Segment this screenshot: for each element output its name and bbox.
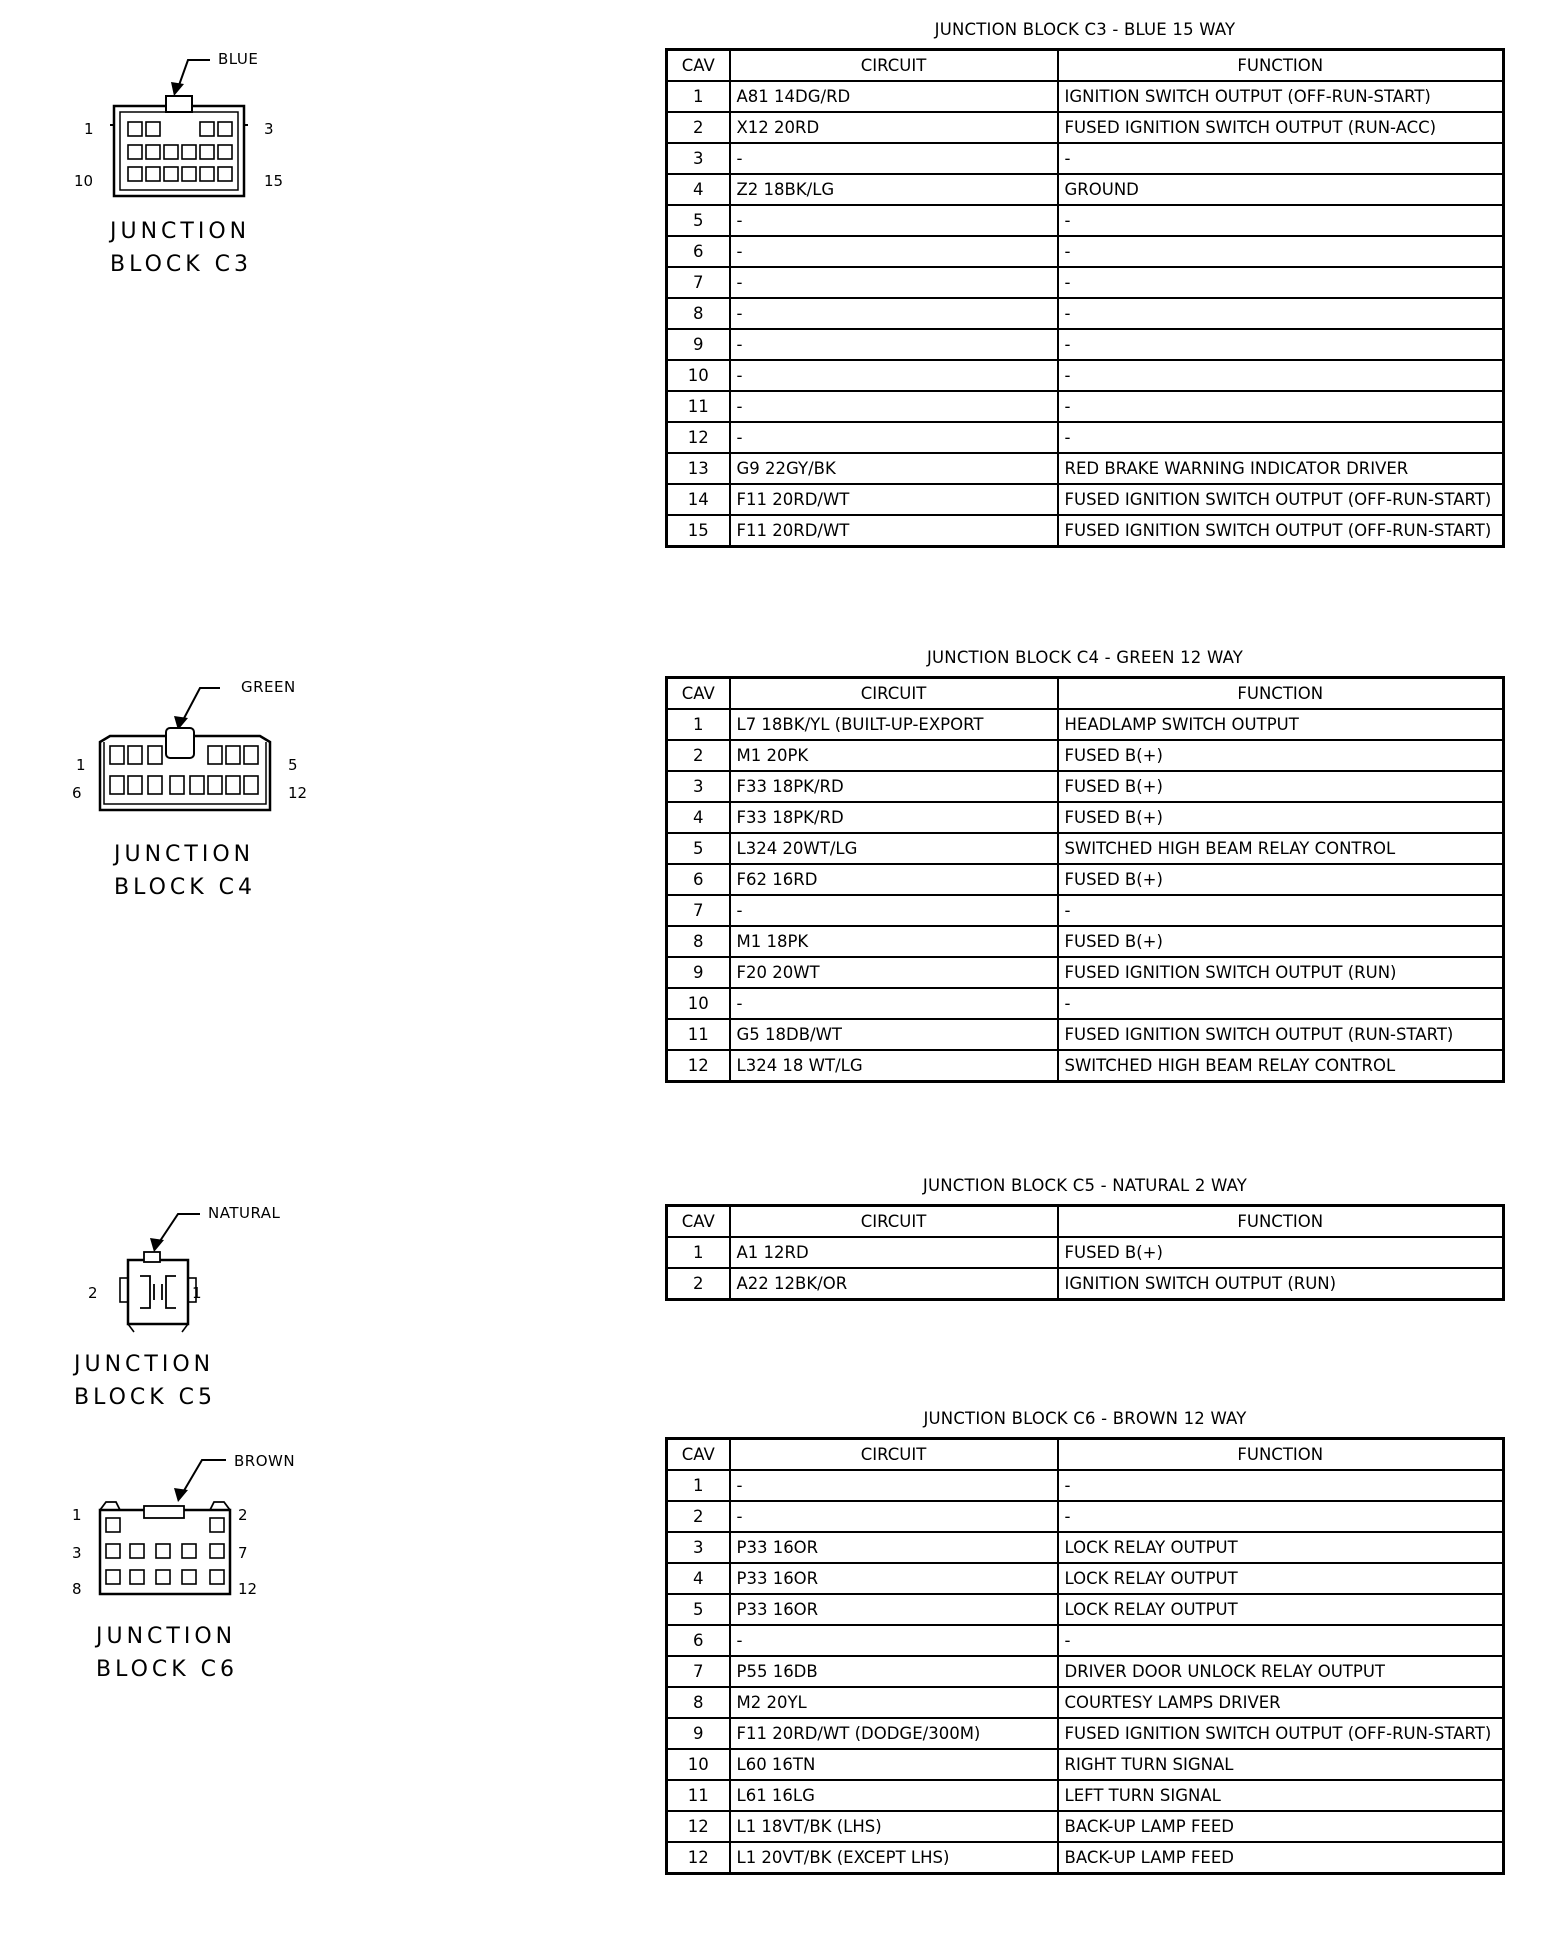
table-row bbox=[667, 236, 1504, 267]
cav-cell: 2 bbox=[667, 112, 730, 143]
pinout-table-c3 bbox=[665, 48, 1505, 548]
cav-cell: 8 bbox=[667, 1687, 730, 1718]
cav-cell: 3 bbox=[667, 143, 730, 174]
table-row bbox=[667, 1656, 1504, 1687]
function-cell: FUSED IGNITION SWITCH OUTPUT (OFF-RUN-START) bbox=[1058, 515, 1504, 547]
cav-cell: 1 bbox=[667, 709, 730, 740]
circuit-cell: A1 12RD bbox=[730, 1237, 1058, 1268]
cav-cell: 1 bbox=[667, 1237, 730, 1268]
table-row bbox=[667, 360, 1504, 391]
circuit-cell: - bbox=[730, 298, 1058, 329]
color-label-c6: BROWN bbox=[234, 1452, 296, 1470]
function-cell: LOCK RELAY OUTPUT bbox=[1058, 1563, 1504, 1594]
table-row bbox=[667, 1625, 1504, 1656]
table-row bbox=[667, 112, 1504, 143]
function-cell: - bbox=[1058, 236, 1504, 267]
table-row bbox=[667, 1019, 1504, 1050]
cav-cell: 5 bbox=[667, 205, 730, 236]
pin-label: 12 bbox=[238, 1580, 258, 1598]
pin-label: 1 bbox=[192, 1284, 202, 1302]
circuit-cell: X12 20RD bbox=[730, 112, 1058, 143]
circuit-cell: F11 20RD/WT (DODGE/300M) bbox=[730, 1718, 1058, 1749]
table-row bbox=[667, 143, 1504, 174]
pin-label: 1 bbox=[72, 1506, 82, 1524]
function-cell: FUSED IGNITION SWITCH OUTPUT (OFF-RUN-START) bbox=[1058, 484, 1504, 515]
function-cell: - bbox=[1058, 298, 1504, 329]
cav-cell: 11 bbox=[667, 1780, 730, 1811]
function-cell: FUSED IGNITION SWITCH OUTPUT (OFF-RUN-START) bbox=[1058, 1718, 1504, 1749]
cav-cell: 10 bbox=[667, 988, 730, 1019]
circuit-cell: - bbox=[730, 143, 1058, 174]
connector-name-c5: JUNCTION BLOCK C5 bbox=[74, 1352, 217, 1410]
function-cell: FUSED IGNITION SWITCH OUTPUT (RUN) bbox=[1058, 957, 1504, 988]
cav-cell: 8 bbox=[667, 926, 730, 957]
function-cell: LEFT TURN SIGNAL bbox=[1058, 1780, 1504, 1811]
table-row bbox=[667, 709, 1504, 740]
header-circuit: CIRCUIT bbox=[730, 1206, 1058, 1238]
cav-cell: 15 bbox=[667, 515, 730, 547]
table-row bbox=[667, 771, 1504, 802]
circuit-cell: P33 16OR bbox=[730, 1563, 1058, 1594]
circuit-cell: - bbox=[730, 205, 1058, 236]
function-cell: - bbox=[1058, 895, 1504, 926]
cav-cell: 5 bbox=[667, 1594, 730, 1625]
table-row bbox=[667, 484, 1504, 515]
circuit-cell: L1 18VT/BK (LHS) bbox=[730, 1811, 1058, 1842]
color-label-c5: NATURAL bbox=[208, 1204, 281, 1222]
circuit-cell: F11 20RD/WT bbox=[730, 515, 1058, 547]
cav-cell: 4 bbox=[667, 802, 730, 833]
function-cell: IGNITION SWITCH OUTPUT (OFF-RUN-START) bbox=[1058, 81, 1504, 112]
function-cell: LOCK RELAY OUTPUT bbox=[1058, 1594, 1504, 1625]
circuit-cell: F33 18PK/RD bbox=[730, 771, 1058, 802]
function-cell: FUSED IGNITION SWITCH OUTPUT (RUN-ACC) bbox=[1058, 112, 1504, 143]
table-row bbox=[667, 267, 1504, 298]
connector-name-c4: JUNCTION BLOCK C4 bbox=[114, 842, 257, 900]
header-cav: CAV bbox=[667, 50, 730, 82]
pin-label: 5 bbox=[288, 756, 298, 774]
cav-cell: 8 bbox=[667, 298, 730, 329]
pin-label: 2 bbox=[88, 1284, 98, 1302]
pin-label: 1 bbox=[76, 756, 86, 774]
table-row bbox=[667, 174, 1504, 205]
circuit-cell: - bbox=[730, 391, 1058, 422]
cav-cell: 12 bbox=[667, 422, 730, 453]
table-row bbox=[667, 1237, 1504, 1268]
table-row bbox=[667, 298, 1504, 329]
circuit-cell: - bbox=[730, 236, 1058, 267]
cav-cell: 6 bbox=[667, 1625, 730, 1656]
circuit-cell: Z2 18BK/LG bbox=[730, 174, 1058, 205]
function-cell: SWITCHED HIGH BEAM RELAY CONTROL bbox=[1058, 1050, 1504, 1082]
circuit-cell: - bbox=[730, 1501, 1058, 1532]
cav-cell: 9 bbox=[667, 329, 730, 360]
table-row bbox=[667, 1501, 1504, 1532]
circuit-cell: L7 18BK/YL (BUILT-UP-EXPORT bbox=[730, 709, 1058, 740]
function-cell: BACK-UP LAMP FEED bbox=[1058, 1811, 1504, 1842]
cav-cell: 11 bbox=[667, 391, 730, 422]
table-row bbox=[667, 329, 1504, 360]
cav-cell: 5 bbox=[667, 833, 730, 864]
circuit-cell: A81 14DG/RD bbox=[730, 81, 1058, 112]
color-label-c4: GREEN bbox=[241, 678, 296, 696]
table-title-c4: JUNCTION BLOCK C4 - GREEN 12 WAY bbox=[926, 648, 1244, 667]
table-row bbox=[667, 1563, 1504, 1594]
function-cell: FUSED IGNITION SWITCH OUTPUT (RUN-START) bbox=[1058, 1019, 1504, 1050]
cav-cell: 10 bbox=[667, 360, 730, 391]
function-cell: - bbox=[1058, 360, 1504, 391]
pin-label: 1 bbox=[84, 120, 94, 138]
cav-cell: 7 bbox=[667, 895, 730, 926]
circuit-cell: L324 20WT/LG bbox=[730, 833, 1058, 864]
function-cell: FUSED B(+) bbox=[1058, 864, 1504, 895]
circuit-cell: G9 22GY/BK bbox=[730, 453, 1058, 484]
function-cell: COURTESY LAMPS DRIVER bbox=[1058, 1687, 1504, 1718]
cav-cell: 9 bbox=[667, 1718, 730, 1749]
cav-cell: 2 bbox=[667, 1501, 730, 1532]
circuit-cell: F33 18PK/RD bbox=[730, 802, 1058, 833]
circuit-cell: P55 16DB bbox=[730, 1656, 1058, 1687]
table-title-c3: JUNCTION BLOCK C3 - BLUE 15 WAY bbox=[934, 20, 1236, 39]
cav-cell: 12 bbox=[667, 1811, 730, 1842]
circuit-cell: - bbox=[730, 422, 1058, 453]
pinout-table-c6 bbox=[665, 1437, 1505, 1875]
table-title-c5: JUNCTION BLOCK C5 - NATURAL 2 WAY bbox=[922, 1176, 1248, 1195]
circuit-cell: L61 16LG bbox=[730, 1780, 1058, 1811]
function-cell: BACK-UP LAMP FEED bbox=[1058, 1842, 1504, 1874]
cav-cell: 7 bbox=[667, 1656, 730, 1687]
table-row bbox=[667, 1470, 1504, 1501]
pinout-table-c5 bbox=[665, 1204, 1505, 1301]
cav-cell: 1 bbox=[667, 81, 730, 112]
table-row bbox=[667, 864, 1504, 895]
cav-cell: 2 bbox=[667, 1268, 730, 1300]
function-cell: - bbox=[1058, 329, 1504, 360]
table-row bbox=[667, 802, 1504, 833]
circuit-cell: G5 18DB/WT bbox=[730, 1019, 1058, 1050]
circuit-cell: L324 18 WT/LG bbox=[730, 1050, 1058, 1082]
pin-label: 6 bbox=[72, 784, 82, 802]
table-row bbox=[667, 988, 1504, 1019]
circuit-cell: M2 20YL bbox=[730, 1687, 1058, 1718]
function-cell: - bbox=[1058, 422, 1504, 453]
function-cell: HEADLAMP SWITCH OUTPUT bbox=[1058, 709, 1504, 740]
table-row bbox=[667, 1594, 1504, 1625]
table-row bbox=[667, 205, 1504, 236]
table-row bbox=[667, 1842, 1504, 1874]
function-cell: FUSED B(+) bbox=[1058, 926, 1504, 957]
function-cell: SWITCHED HIGH BEAM RELAY CONTROL bbox=[1058, 833, 1504, 864]
circuit-cell: - bbox=[730, 1470, 1058, 1501]
table-row bbox=[667, 81, 1504, 112]
table-row bbox=[667, 895, 1504, 926]
header-function: FUNCTION bbox=[1058, 1206, 1504, 1238]
connector-c5-diagram bbox=[90, 1208, 270, 1338]
table-row bbox=[667, 1718, 1504, 1749]
cav-cell: 3 bbox=[667, 1532, 730, 1563]
color-label-c3: BLUE bbox=[218, 50, 259, 68]
pin-label: 10 bbox=[74, 172, 94, 190]
circuit-cell: P33 16OR bbox=[730, 1594, 1058, 1625]
pin-label: 8 bbox=[72, 1580, 82, 1598]
function-cell: - bbox=[1058, 143, 1504, 174]
table-row bbox=[667, 1532, 1504, 1563]
function-cell: GROUND bbox=[1058, 174, 1504, 205]
header-cav: CAV bbox=[667, 678, 730, 710]
function-cell: RED BRAKE WARNING INDICATOR DRIVER bbox=[1058, 453, 1504, 484]
header-cav: CAV bbox=[667, 1206, 730, 1238]
header-function: FUNCTION bbox=[1058, 678, 1504, 710]
table-row bbox=[667, 453, 1504, 484]
header-function: FUNCTION bbox=[1058, 50, 1504, 82]
connector-name-c3: JUNCTION BLOCK C3 bbox=[110, 219, 253, 277]
function-cell: - bbox=[1058, 988, 1504, 1019]
cav-cell: 10 bbox=[667, 1749, 730, 1780]
circuit-cell: - bbox=[730, 895, 1058, 926]
circuit-cell: - bbox=[730, 1625, 1058, 1656]
function-cell: FUSED B(+) bbox=[1058, 771, 1504, 802]
connector-c4-diagram bbox=[70, 680, 310, 820]
function-cell: - bbox=[1058, 1501, 1504, 1532]
cav-cell: 3 bbox=[667, 771, 730, 802]
circuit-cell: L1 20VT/BK (EXCEPT LHS) bbox=[730, 1842, 1058, 1874]
cav-cell: 2 bbox=[667, 740, 730, 771]
header-function: FUNCTION bbox=[1058, 1439, 1504, 1471]
header-cav: CAV bbox=[667, 1439, 730, 1471]
cav-cell: 12 bbox=[667, 1050, 730, 1082]
pin-label: 3 bbox=[72, 1544, 82, 1562]
pin-label: 15 bbox=[264, 172, 284, 190]
table-row bbox=[667, 957, 1504, 988]
circuit-cell: F20 20WT bbox=[730, 957, 1058, 988]
table-row bbox=[667, 1749, 1504, 1780]
function-cell: IGNITION SWITCH OUTPUT (RUN) bbox=[1058, 1268, 1504, 1300]
circuit-cell: - bbox=[730, 360, 1058, 391]
cav-cell: 1 bbox=[667, 1470, 730, 1501]
table-row bbox=[667, 1687, 1504, 1718]
function-cell: RIGHT TURN SIGNAL bbox=[1058, 1749, 1504, 1780]
table-row bbox=[667, 515, 1504, 547]
circuit-cell: M1 20PK bbox=[730, 740, 1058, 771]
circuit-cell: P33 16OR bbox=[730, 1532, 1058, 1563]
circuit-cell: - bbox=[730, 329, 1058, 360]
pinout-table-c4 bbox=[665, 676, 1505, 1083]
cav-cell: 6 bbox=[667, 864, 730, 895]
circuit-cell: - bbox=[730, 988, 1058, 1019]
cav-cell: 14 bbox=[667, 484, 730, 515]
function-cell: FUSED B(+) bbox=[1058, 802, 1504, 833]
table-row bbox=[667, 422, 1504, 453]
cav-cell: 6 bbox=[667, 236, 730, 267]
cav-cell: 4 bbox=[667, 1563, 730, 1594]
table-row bbox=[667, 1780, 1504, 1811]
function-cell: - bbox=[1058, 267, 1504, 298]
header-circuit: CIRCUIT bbox=[730, 678, 1058, 710]
pin-label: 12 bbox=[288, 784, 308, 802]
table-title-c6: JUNCTION BLOCK C6 - BROWN 12 WAY bbox=[923, 1409, 1247, 1428]
table-row bbox=[667, 740, 1504, 771]
pin-label: 7 bbox=[238, 1544, 248, 1562]
circuit-cell: F62 16RD bbox=[730, 864, 1058, 895]
table-row bbox=[667, 1050, 1504, 1082]
cav-cell: 12 bbox=[667, 1842, 730, 1874]
circuit-cell: L60 16TN bbox=[730, 1749, 1058, 1780]
circuit-cell: M1 18PK bbox=[730, 926, 1058, 957]
function-cell: - bbox=[1058, 1625, 1504, 1656]
header-circuit: CIRCUIT bbox=[730, 1439, 1058, 1471]
table-row bbox=[667, 391, 1504, 422]
function-cell: FUSED B(+) bbox=[1058, 1237, 1504, 1268]
circuit-cell: - bbox=[730, 267, 1058, 298]
function-cell: - bbox=[1058, 391, 1504, 422]
function-cell: - bbox=[1058, 1470, 1504, 1501]
table-row bbox=[667, 1811, 1504, 1842]
cav-cell: 4 bbox=[667, 174, 730, 205]
header-circuit: CIRCUIT bbox=[730, 50, 1058, 82]
table-row bbox=[667, 1268, 1504, 1300]
cav-cell: 9 bbox=[667, 957, 730, 988]
table-row bbox=[667, 926, 1504, 957]
cav-cell: 11 bbox=[667, 1019, 730, 1050]
function-cell: LOCK RELAY OUTPUT bbox=[1058, 1532, 1504, 1563]
function-cell: DRIVER DOOR UNLOCK RELAY OUTPUT bbox=[1058, 1656, 1504, 1687]
connector-name-c6: JUNCTION BLOCK C6 bbox=[96, 1624, 239, 1682]
table-row bbox=[667, 833, 1504, 864]
function-cell: - bbox=[1058, 205, 1504, 236]
cav-cell: 13 bbox=[667, 453, 730, 484]
pin-label: 2 bbox=[238, 1506, 248, 1524]
function-cell: FUSED B(+) bbox=[1058, 740, 1504, 771]
cav-cell: 7 bbox=[667, 267, 730, 298]
circuit-cell: F11 20RD/WT bbox=[730, 484, 1058, 515]
pin-label: 3 bbox=[264, 120, 274, 138]
circuit-cell: A22 12BK/OR bbox=[730, 1268, 1058, 1300]
